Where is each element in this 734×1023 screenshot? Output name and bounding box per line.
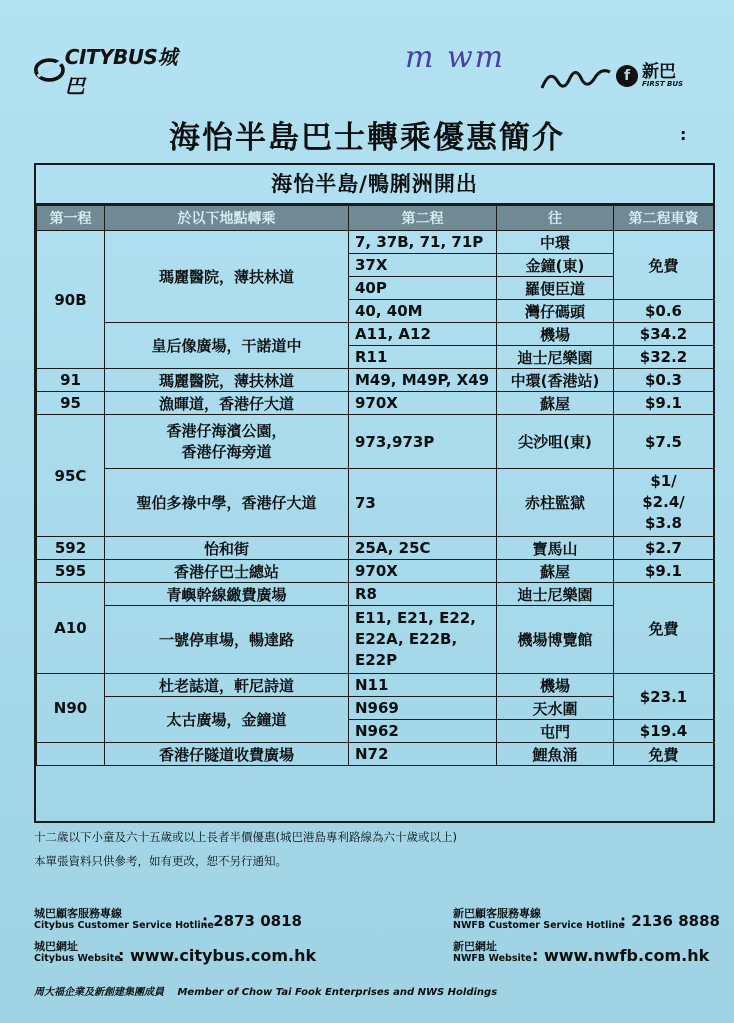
col-header-destination: 往 [497, 206, 614, 231]
margin-dots: : [680, 125, 687, 144]
second-leg-line: E11, E21, E22, [355, 609, 476, 627]
citybus-hotline-label [34, 908, 214, 932]
table-row [37, 697, 714, 720]
transfer-point-cell: 一號停車場，暢達路 [105, 606, 349, 674]
footer-membership [34, 983, 497, 998]
fare-cell: $19.4 [614, 720, 714, 743]
second-leg-line: E22A, E22B, [355, 630, 458, 648]
fare-cell: 免費 [614, 583, 714, 674]
table-row [37, 674, 714, 697]
fare-cell: $7.5 [614, 415, 714, 469]
transfer-point-line: 香港仔海濱公園， [166, 421, 287, 440]
fare-line: $3.8 [644, 514, 682, 532]
table-row [37, 415, 714, 469]
destination-cell: 機場 [497, 323, 614, 346]
destination-cell: 屯門 [497, 720, 614, 743]
destination-cell: 赤柱監獄 [497, 469, 614, 537]
col-header-second-leg: 第二程 [349, 206, 497, 231]
destination-cell: 蘇屋 [497, 560, 614, 583]
table-row [37, 606, 714, 674]
destination-cell: 尖沙咀(東) [497, 415, 614, 469]
fare-cell: $2.7 [614, 537, 714, 560]
table-row [37, 537, 714, 560]
table-row [37, 323, 714, 346]
route-cell: 592 [37, 537, 105, 560]
second-leg-cell: 37X [349, 254, 497, 277]
destination-cell: 灣仔碼頭 [497, 300, 614, 323]
route-cell: A10 [37, 583, 105, 674]
destination-cell: 蘇屋 [497, 392, 614, 415]
second-leg-cell: 73 [349, 469, 497, 537]
citybus-hotline-label-zh: 城巴顧客服務專線 [34, 907, 122, 920]
fare-cell: 免費 [614, 743, 714, 766]
first-bus-swoosh-icon [540, 58, 616, 94]
nwfb-website-label-en: NWFB Website [453, 953, 532, 964]
citybus-website-label-en: Citybus Website [34, 953, 121, 964]
second-leg-line: E22P [355, 651, 398, 669]
disclaimer-note: 本單張資料只供參考，如有更改，恕不另行通知。 [34, 854, 287, 868]
second-leg-cell: 7, 37B, 71, 71P [349, 231, 497, 254]
fare-cell: $0.3 [614, 369, 714, 392]
fare-line: $1/ [650, 472, 677, 490]
citybus-swoosh-icon [34, 55, 65, 85]
transfer-point-cell: 太古廣場，金鐘道 [105, 697, 349, 743]
destination-cell: 迪士尼樂園 [497, 583, 614, 606]
citybus-hotline-number[interactable]: : 2873 0818 [202, 912, 302, 930]
footer-membership-en: Member of Chow Tai Fook Enterprises and NWS Holdings [177, 987, 498, 998]
route-cell: 90B [37, 231, 105, 369]
fare-line: $2.4/ [642, 493, 685, 511]
destination-cell: 迪士尼樂園 [497, 346, 614, 369]
transfer-point-cell: 香港仔隧道收費廣場 [105, 743, 349, 766]
transfer-point-cell: 瑪麗醫院，薄扶林道 [105, 369, 349, 392]
transfer-point-cell: 瑪麗醫院，薄扶林道 [105, 231, 349, 323]
nwfb-website-link[interactable]: : www.nwfb.com.hk [532, 946, 710, 965]
table-row [37, 743, 714, 766]
col-header-first-leg: 第一程 [37, 206, 105, 231]
destination-cell: 機場博覽館 [497, 606, 614, 674]
transfer-point-cell: 杜老誌道，軒尼詩道 [105, 674, 349, 697]
nwfb-hotline-label-en: NWFB Customer Service Hotline [453, 920, 625, 931]
destination-cell: 中環 [497, 231, 614, 254]
fare-cell: $34.2 [614, 323, 714, 346]
second-leg-cell: 40P [349, 277, 497, 300]
destination-cell: 羅便臣道 [497, 277, 614, 300]
col-header-fare: 第二程車資 [614, 206, 714, 231]
nwfb-hotline-number[interactable]: : 2136 8888 [620, 912, 720, 930]
citybus-hotline-label-en: Citybus Customer Service Hotline [34, 920, 214, 931]
table-row [37, 560, 714, 583]
nwfb-website-label [453, 941, 532, 965]
handwritten-mark: m wm [405, 40, 506, 75]
transfer-point-cell: 怡和街 [105, 537, 349, 560]
second-leg-cell: 973,973P [349, 415, 497, 469]
transfer-point-cell: 聖伯多祿中學，香港仔大道 [105, 469, 349, 537]
second-leg-cell: R8 [349, 583, 497, 606]
fare-cell: $32.2 [614, 346, 714, 369]
second-leg-cell: N962 [349, 720, 497, 743]
citybus-website-label-zh: 城巴網址 [34, 940, 78, 953]
second-leg-cell: 970X [349, 392, 497, 415]
route-table-box [34, 163, 715, 823]
citybus-website-label [34, 941, 121, 965]
second-leg-cell: 25A, 25C [349, 537, 497, 560]
second-leg-cell: N11 [349, 674, 497, 697]
second-leg-cell [349, 606, 497, 674]
first-bus-badge-icon: f [616, 65, 638, 87]
fare-concession-note: 十二歲以下小童及六十五歲或以上長者半價優惠(城巴港島專利路線為六十歲或以上) [34, 830, 457, 844]
nwfb-hotline-label [453, 908, 625, 932]
second-leg-cell: N969 [349, 697, 497, 720]
table-header-row [37, 206, 714, 231]
table-row [37, 231, 714, 254]
first-bus-name-zh: 新巴 [642, 62, 676, 82]
section-title: 海怡半島/鴨脷洲開出 [36, 165, 713, 205]
route-cell: 95C [37, 415, 105, 537]
destination-cell: 天水圍 [497, 697, 614, 720]
destination-cell: 寶馬山 [497, 537, 614, 560]
page-title: 海怡半島巴士轉乘優惠簡介 [169, 120, 565, 156]
second-leg-cell: N72 [349, 743, 497, 766]
second-leg-cell: A11, A12 [349, 323, 497, 346]
route-cell: 95 [37, 392, 105, 415]
route-cell-empty [37, 743, 105, 766]
destination-cell: 鯉魚涌 [497, 743, 614, 766]
route-cell: N90 [37, 674, 105, 743]
fare-cell [614, 469, 714, 537]
route-table [36, 205, 714, 766]
transfer-point-line: 香港仔海旁道 [181, 442, 272, 461]
route-cell: 91 [37, 369, 105, 392]
route-cell: 595 [37, 560, 105, 583]
transfer-point-cell: 青嶼幹線繳費廣場 [105, 583, 349, 606]
second-leg-cell: M49, M49P, X49 [349, 369, 497, 392]
table-row [37, 583, 714, 606]
citybus-logo [34, 45, 184, 98]
footer-membership-zh: 周大福企業及新創建集團成員 [34, 987, 164, 998]
transfer-point-cell: 香港仔巴士總站 [105, 560, 349, 583]
second-leg-cell: R11 [349, 346, 497, 369]
transfer-point-cell: 漁暉道，香港仔大道 [105, 392, 349, 415]
second-leg-cell: 970X [349, 560, 497, 583]
table-row [37, 369, 714, 392]
table-row [37, 392, 714, 415]
fare-cell: 免費 [614, 231, 714, 300]
fare-cell: $23.1 [614, 674, 714, 720]
citybus-website-link[interactable]: : www.citybus.com.hk [118, 946, 317, 965]
destination-cell: 機場 [497, 674, 614, 697]
citybus-logo-text: CITYBUS城巴 [64, 45, 177, 98]
fare-cell: $0.6 [614, 300, 714, 323]
table-row [37, 469, 714, 537]
transfer-point-cell [105, 415, 349, 469]
fare-cell: $9.1 [614, 392, 714, 415]
first-bus-logo [540, 55, 700, 97]
first-bus-name-en: FIRST BUS [642, 80, 684, 88]
nwfb-website-label-zh: 新巴網址 [453, 940, 497, 953]
col-header-transfer-point: 於以下地點轉乘 [105, 206, 349, 231]
destination-cell: 中環(香港站) [497, 369, 614, 392]
second-leg-cell: 40, 40M [349, 300, 497, 323]
fare-cell: $9.1 [614, 560, 714, 583]
destination-cell: 金鐘(東) [497, 254, 614, 277]
transfer-point-cell: 皇后像廣場，干諾道中 [105, 323, 349, 369]
nwfb-hotline-label-zh: 新巴顧客服務專線 [453, 907, 541, 920]
